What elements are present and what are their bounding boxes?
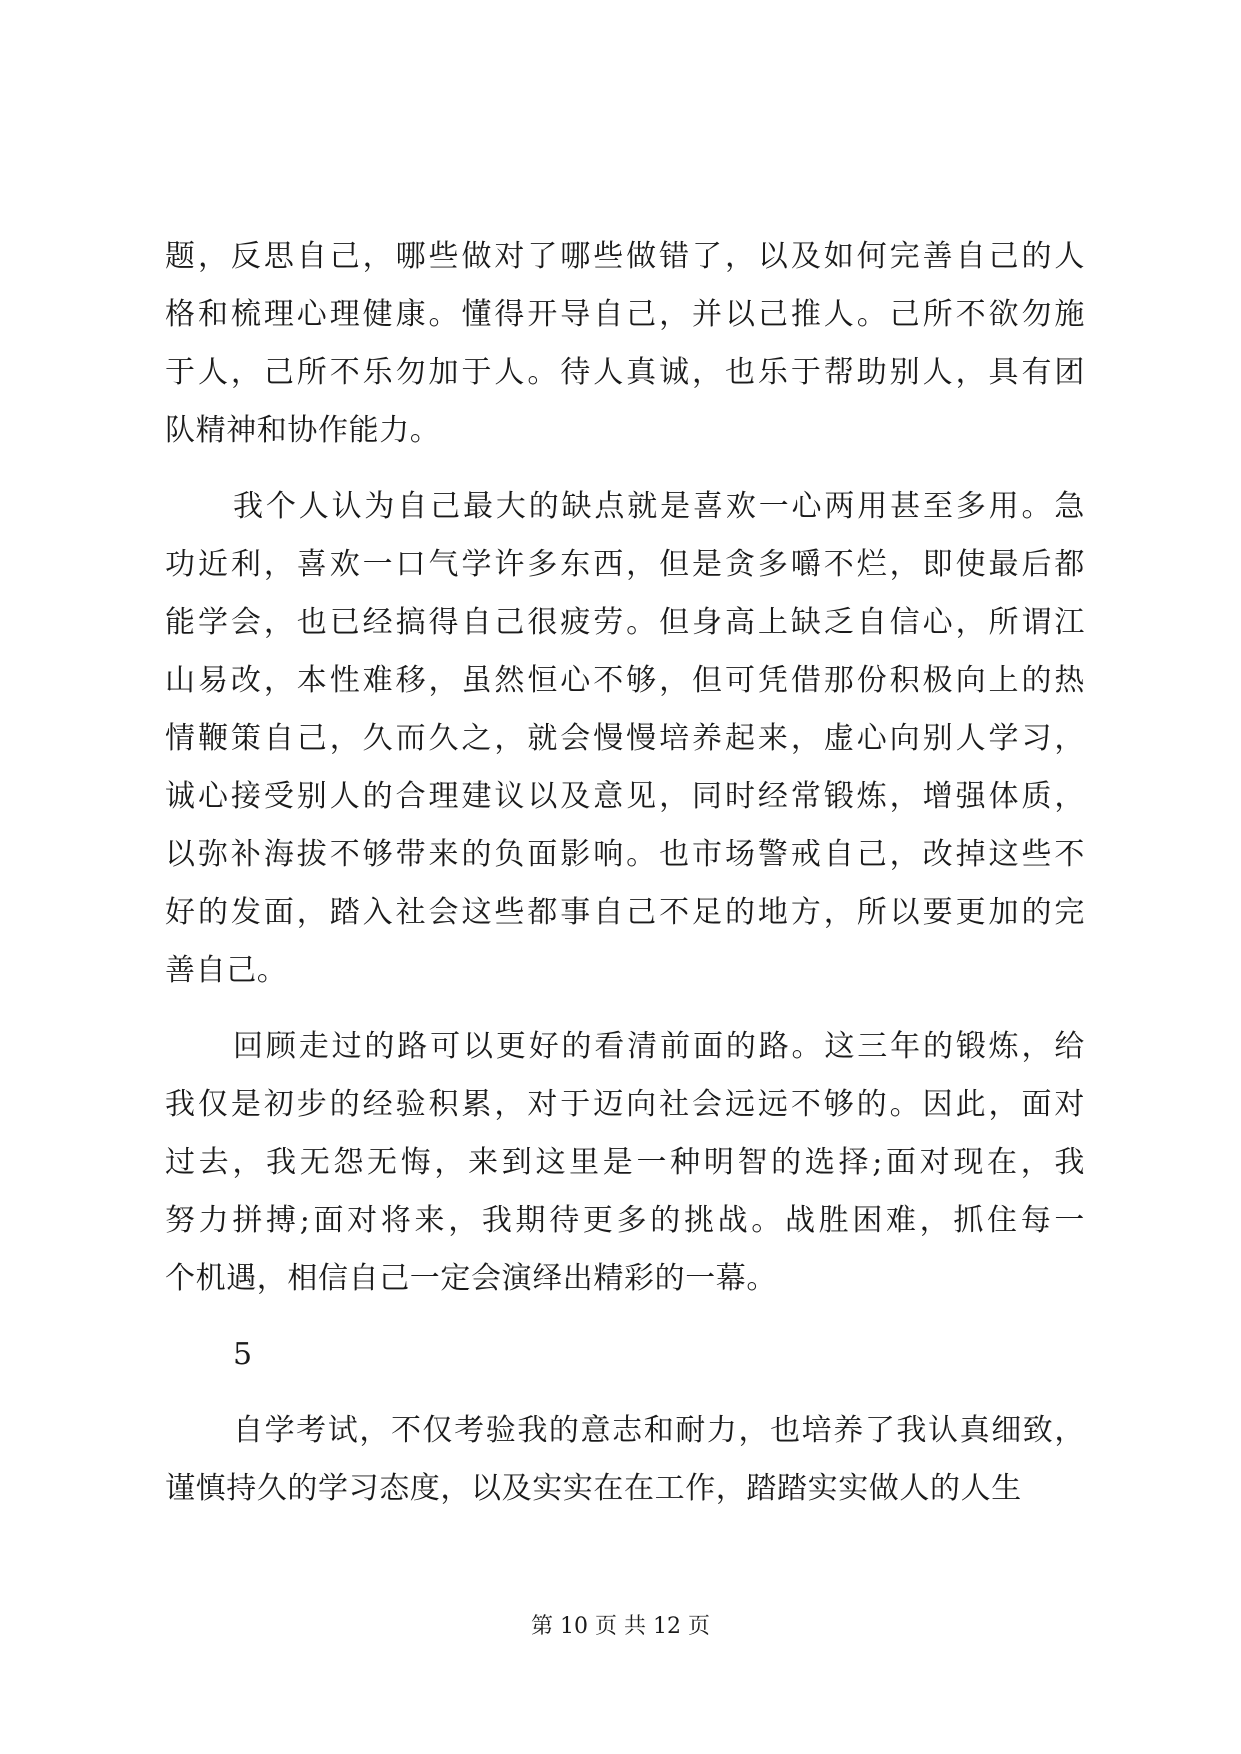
paragraph <box>165 1018 1085 1308</box>
text-line: 过去，我无怨无悔，来到这里是一种明智的选择;面对现在，我 <box>165 1145 1085 1180</box>
text-line: 善自己。 <box>165 953 288 988</box>
text-line: 个机遇，相信自己一定会演绎出精彩的一幕。 <box>165 1261 777 1296</box>
paragraph <box>165 1402 1085 1518</box>
text-line: 格和梳理心理健康。懂得开导自己，并以己推人。己所不欲勿施 <box>165 297 1085 332</box>
text-line: 功近利，喜欢一口气学许多东西，但是贪多嚼不烂，即使最后都 <box>165 547 1085 582</box>
text-line: 努力拼搏;面对将来，我期待更多的挑战。战胜困难，抓住每一 <box>165 1203 1085 1238</box>
text-line: 我仅是初步的经验积累，对于迈向社会远远不够的。因此，面对 <box>165 1087 1085 1122</box>
text-line: 于人，己所不乐勿加于人。待人真诚，也乐于帮助别人，具有团 <box>165 355 1085 390</box>
text-line: 诚心接受别人的合理建议以及意见，同时经常锻炼，增强体质， <box>165 779 1085 814</box>
text-line: 情鞭策自己，久而久之，就会慢慢培养起来，虚心向别人学习， <box>165 721 1085 756</box>
text-line: 回顾走过的路可以更好的看清前面的路。这三年的锻炼，给 <box>233 1029 1085 1064</box>
text-line: 以弥补海拔不够带来的负面影响。也市场警戒自己，改掉这些不 <box>165 837 1085 872</box>
page-footer: 第 10 页 共 12 页 <box>531 1614 710 1639</box>
text-line: 能学会，也已经搞得自己很疲劳。但身高上缺乏自信心，所谓江 <box>165 605 1085 640</box>
text-line: 队精神和协作能力。 <box>165 413 441 448</box>
text-line: 谨慎持久的学习态度，以及实实在在工作，踏踏实实做人的人生 <box>165 1471 1022 1506</box>
text-line: 自学考试，不仅考验我的意志和耐力，也培养了我认真细致， <box>233 1413 1085 1448</box>
paragraph <box>165 228 1085 460</box>
text-line: 我个人认为自己最大的缺点就是喜欢一心两用甚至多用。急 <box>233 489 1085 524</box>
text-line: 题，反思自己，哪些做对了哪些做错了，以及如何完善自己的人 <box>165 239 1085 274</box>
text-line: 好的发面，踏入社会这些都事自己不足的地方，所以要更加的完 <box>165 895 1085 930</box>
text-line: 山易改，本性难移，虽然恒心不够，但可凭借那份积极向上的热 <box>165 663 1085 698</box>
document-body <box>165 228 1085 1518</box>
paragraph <box>165 478 1085 1000</box>
text-line: 5 <box>233 1337 253 1372</box>
paragraph <box>165 1326 1085 1384</box>
